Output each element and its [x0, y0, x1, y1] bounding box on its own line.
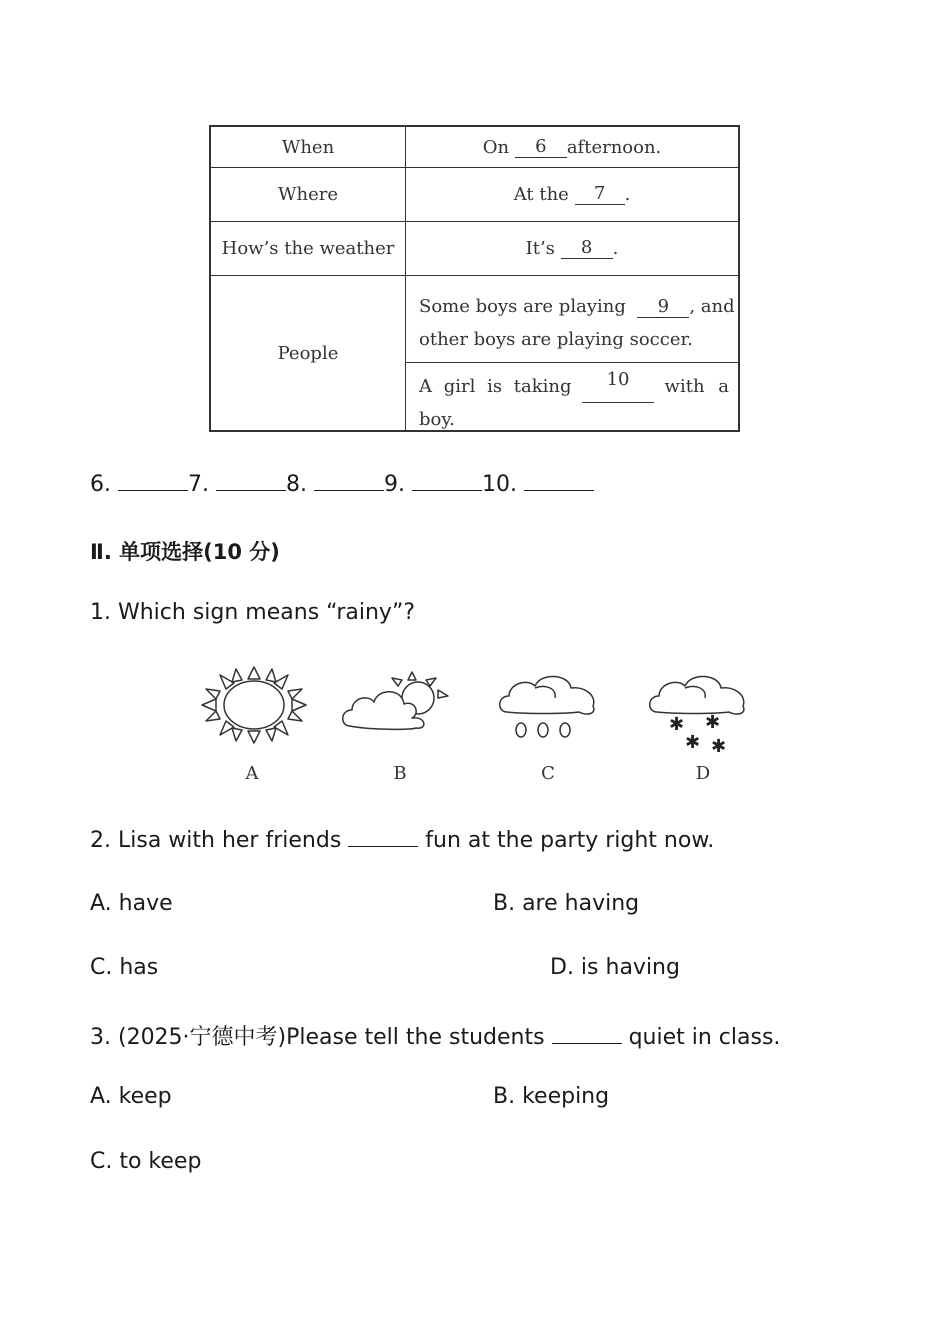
- question-1: 1. Which sign means “rainy”?: [90, 600, 416, 625]
- question-3-blank[interactable]: [552, 1023, 622, 1044]
- q2-option-b[interactable]: B. are having: [493, 891, 640, 916]
- blank-6: 6: [515, 137, 567, 158]
- table-cell-people-1: Some boys are playing 9 , and other boys are playing soccer.: [419, 296, 735, 350]
- answer-blank-9[interactable]: [412, 470, 482, 491]
- q2-option-d[interactable]: D. is having: [550, 955, 680, 980]
- question-2-blank[interactable]: [348, 826, 418, 847]
- table-divider: [405, 362, 738, 363]
- option-label-d: D: [695, 763, 711, 784]
- q3-option-b[interactable]: B. keeping: [493, 1084, 610, 1109]
- table-cell-when: On 6 afternoon.: [482, 135, 662, 158]
- answer-blank-8[interactable]: [314, 470, 384, 491]
- sun-behind-cloud-icon: [340, 670, 450, 732]
- q3-option-a[interactable]: A. keep: [90, 1084, 172, 1109]
- option-label-c: C: [541, 763, 555, 784]
- table-cell-weather: It’s 8 .: [525, 237, 619, 259]
- table-cell-where: At the 7 .: [513, 183, 631, 205]
- question-2: 2. Lisa with her friends fun at the party right now.: [90, 828, 715, 853]
- svg-text:✱: ✱: [705, 712, 721, 733]
- q3-option-c[interactable]: C. to keep: [90, 1149, 202, 1174]
- table-label-when: When: [281, 136, 335, 158]
- q2-option-c[interactable]: C. has: [90, 955, 159, 980]
- blank-9: 9: [637, 297, 689, 318]
- option-label-b: B: [393, 763, 407, 784]
- blank-7: 7: [575, 184, 625, 205]
- q2-option-a[interactable]: A. have: [90, 891, 173, 916]
- section-title: Ⅱ. 单项选择(10 分): [90, 540, 280, 564]
- table-cell-people-2: A girl is taking 10 with a boy.: [419, 369, 729, 430]
- answer-blank-6[interactable]: [118, 470, 188, 491]
- svg-text:✱: ✱: [685, 732, 701, 753]
- answer-line: 6. 7. 8. 9. 10.: [90, 470, 594, 497]
- table-label-where: Where: [277, 184, 338, 205]
- snow-cloud-icon: [645, 672, 751, 756]
- answer-blank-7[interactable]: [216, 470, 286, 491]
- table-label-people: People: [277, 342, 339, 364]
- blank-8: 8: [561, 238, 613, 259]
- info-table: [209, 125, 740, 432]
- answer-blank-10[interactable]: [524, 470, 594, 491]
- rain-cloud-icon: [495, 672, 600, 744]
- option-label-a: A: [245, 763, 259, 784]
- svg-text:✱: ✱: [669, 714, 685, 735]
- svg-text:✱: ✱: [711, 736, 727, 756]
- sun-icon: [200, 665, 308, 745]
- blank-10: 10: [582, 370, 654, 403]
- table-label-weather: How’s the weather: [221, 238, 395, 259]
- question-3: 3. (2025·宁德中考)Please tell the students quiet in class.: [90, 1025, 781, 1050]
